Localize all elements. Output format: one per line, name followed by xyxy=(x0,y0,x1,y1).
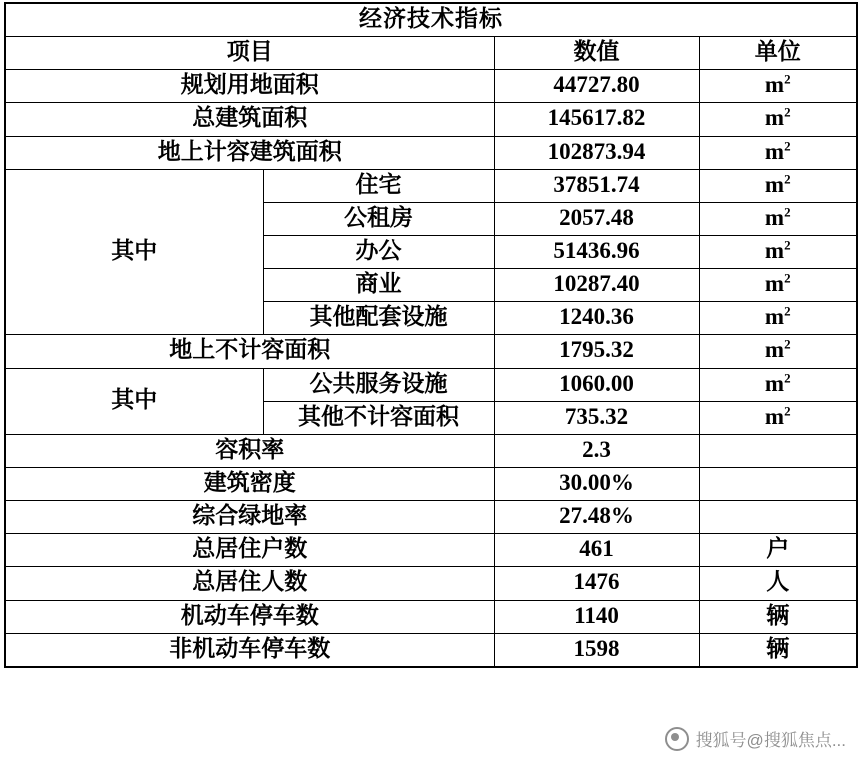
unit-exponent: 2 xyxy=(784,71,791,87)
table-title-row xyxy=(5,3,857,37)
row-value: 10287.40 xyxy=(494,269,699,302)
unit-exponent: 2 xyxy=(784,104,791,120)
row-unit xyxy=(699,434,857,467)
row-label: 非机动车停车数 xyxy=(5,633,494,667)
row-label: 总居住人数 xyxy=(5,567,494,600)
row-unit xyxy=(699,335,857,368)
unit-exponent: 2 xyxy=(784,137,791,153)
row-label: 总居住户数 xyxy=(5,534,494,567)
unit-text: m xyxy=(764,204,785,230)
row-value: 461 xyxy=(494,534,699,567)
unit-exponent: 2 xyxy=(784,237,791,253)
row-label: 机动车停车数 xyxy=(5,600,494,633)
row-unit xyxy=(699,401,857,434)
row-label: 其他不计容面积 xyxy=(263,401,494,434)
row-unit xyxy=(699,501,857,534)
sohu-logo-icon xyxy=(665,727,689,751)
table-row xyxy=(5,467,857,500)
row-value: 2057.48 xyxy=(494,202,699,235)
table-row xyxy=(5,534,857,567)
row-value: 2.3 xyxy=(494,434,699,467)
row-unit: 人 xyxy=(699,567,857,600)
column-header-unit: 单位 xyxy=(699,37,857,70)
row-unit xyxy=(699,202,857,235)
row-label: 公租房 xyxy=(263,202,494,235)
unit-text: m xyxy=(764,105,785,131)
row-label: 其他配套设施 xyxy=(263,302,494,335)
row-unit xyxy=(699,467,857,500)
row-label: 公共服务设施 xyxy=(263,368,494,401)
row-unit: 辆 xyxy=(699,633,857,667)
unit-exponent: 2 xyxy=(784,336,791,352)
row-unit xyxy=(699,169,857,202)
table-row xyxy=(5,633,857,667)
table-row xyxy=(5,103,857,136)
unit-exponent: 2 xyxy=(784,303,791,319)
group-label-above-ground: 其中 xyxy=(5,169,263,335)
row-label: 容积率 xyxy=(5,434,494,467)
table-row xyxy=(5,335,857,368)
row-label: 建筑密度 xyxy=(5,467,494,500)
row-unit xyxy=(699,70,857,103)
row-label: 商业 xyxy=(263,269,494,302)
unit-exponent: 2 xyxy=(784,270,791,286)
row-unit xyxy=(699,103,857,136)
unit-text: m xyxy=(764,237,785,263)
table-row xyxy=(5,136,857,169)
column-header-item: 项目 xyxy=(5,37,494,70)
row-value: 44727.80 xyxy=(494,70,699,103)
unit-text: m xyxy=(764,138,785,164)
table-row xyxy=(5,434,857,467)
row-value: 30.00% xyxy=(494,467,699,500)
unit-text: m xyxy=(764,171,785,197)
row-value: 1240.36 xyxy=(494,302,699,335)
table-title: 经济技术指标 xyxy=(5,3,857,37)
row-value: 145617.82 xyxy=(494,103,699,136)
row-unit xyxy=(699,235,857,268)
unit-exponent: 2 xyxy=(784,403,791,419)
row-value: 1476 xyxy=(494,567,699,600)
row-unit: 户 xyxy=(699,534,857,567)
unit-text: m xyxy=(764,271,785,297)
row-unit xyxy=(699,136,857,169)
unit-text: m xyxy=(764,337,785,363)
row-label: 综合绿地率 xyxy=(5,501,494,534)
unit-exponent: 2 xyxy=(784,369,791,385)
row-value: 1598 xyxy=(494,633,699,667)
watermark-text: 搜狐号@搜狐焦点... xyxy=(695,731,846,750)
unit-exponent: 2 xyxy=(784,171,791,187)
row-unit xyxy=(699,368,857,401)
table-row xyxy=(5,70,857,103)
row-label: 地上计容建筑面积 xyxy=(5,136,494,169)
row-value: 37851.74 xyxy=(494,169,699,202)
economic-indicators-table xyxy=(4,2,858,668)
unit-text: m xyxy=(764,403,785,429)
row-value: 1795.32 xyxy=(494,335,699,368)
unit-exponent: 2 xyxy=(784,204,791,220)
table-row xyxy=(5,600,857,633)
row-value: 102873.94 xyxy=(494,136,699,169)
row-unit xyxy=(699,302,857,335)
table-row xyxy=(5,501,857,534)
table-row xyxy=(5,368,857,401)
unit-text: m xyxy=(764,72,785,98)
unit-text: m xyxy=(764,304,785,330)
row-value: 735.32 xyxy=(494,401,699,434)
row-label: 办公 xyxy=(263,235,494,268)
row-value: 1060.00 xyxy=(494,368,699,401)
economic-indicators-sheet xyxy=(4,2,856,668)
unit-text: m xyxy=(764,370,785,396)
row-unit xyxy=(699,269,857,302)
column-header-value: 数值 xyxy=(494,37,699,70)
group-label-non-far: 其中 xyxy=(5,368,263,434)
row-label: 总建筑面积 xyxy=(5,103,494,136)
row-value: 1140 xyxy=(494,600,699,633)
table-row xyxy=(5,169,857,202)
table-row xyxy=(5,567,857,600)
row-label: 住宅 xyxy=(263,169,494,202)
watermark xyxy=(665,726,846,751)
row-unit: 辆 xyxy=(699,600,857,633)
row-value: 51436.96 xyxy=(494,235,699,268)
row-value: 27.48% xyxy=(494,501,699,534)
row-label: 规划用地面积 xyxy=(5,70,494,103)
row-label: 地上不计容面积 xyxy=(5,335,494,368)
table-header-row xyxy=(5,37,857,70)
